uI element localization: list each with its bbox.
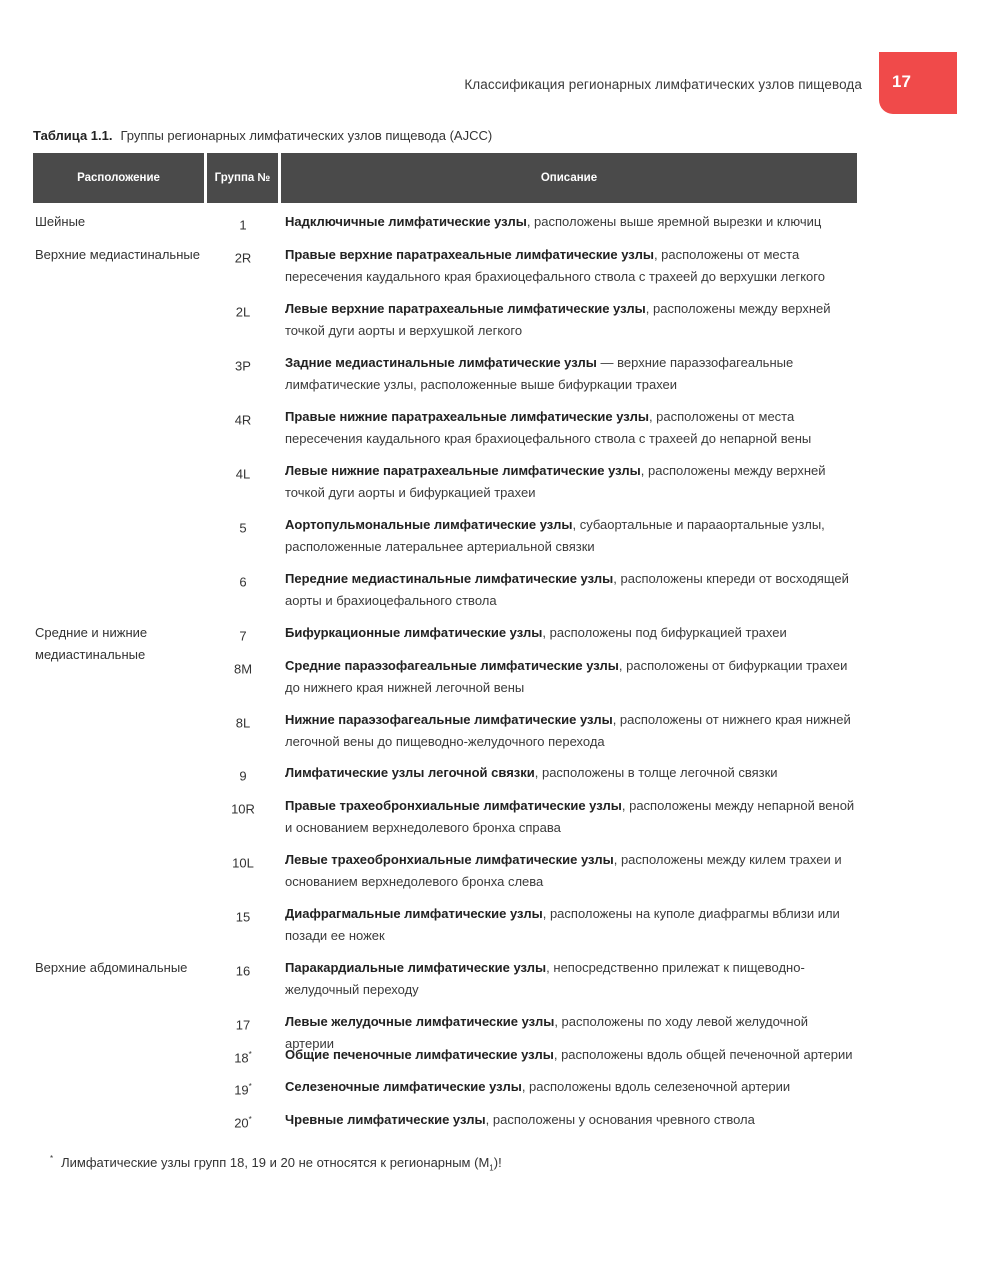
row-group-number: 20 bbox=[234, 1115, 249, 1131]
row-description bbox=[285, 1076, 860, 1098]
row-group-cell bbox=[205, 957, 281, 982]
row-group-number: 4L bbox=[235, 466, 251, 482]
row-group-cell bbox=[205, 1109, 281, 1134]
page-number: 17 bbox=[892, 72, 911, 91]
row-term: Аортопульмональные лимфатические узлы bbox=[285, 517, 573, 532]
row-description-text: , расположены вдоль общей печеночной артерии bbox=[553, 1047, 853, 1062]
row-term: Диафрагмальные лимфатические узлы bbox=[285, 906, 543, 921]
row-description-text: , расположены от бифуркации трахеи до нижнего края нижней легочной вены bbox=[285, 658, 848, 695]
row-location: Верхние медиастинальные bbox=[35, 247, 200, 262]
row-group-cell bbox=[205, 406, 281, 431]
row-description-text: , расположены вдоль селезеночной артерии bbox=[521, 1079, 791, 1094]
row-group-cell bbox=[205, 244, 281, 269]
row-group-number: 4R bbox=[234, 412, 252, 428]
row-group-number: 5 bbox=[239, 520, 247, 536]
footnote bbox=[50, 1155, 502, 1173]
row-group-cell bbox=[205, 903, 281, 928]
row-description bbox=[285, 762, 860, 784]
row-term: Общие печеночные лимфатические узлы bbox=[285, 1047, 554, 1062]
row-group-mark: * bbox=[248, 1115, 252, 1124]
row-description-text: , расположены в толще легочной связки bbox=[534, 765, 778, 780]
page-number-tab bbox=[879, 52, 957, 114]
row-description bbox=[285, 298, 860, 341]
row-description bbox=[285, 957, 860, 1000]
row-group-number: 7 bbox=[239, 628, 247, 644]
row-description bbox=[285, 849, 860, 892]
row-group-cell bbox=[205, 460, 281, 485]
table-caption bbox=[33, 128, 492, 143]
row-description bbox=[285, 460, 860, 503]
row-term: Правые нижние паратрахеальные лимфатические узлы bbox=[285, 409, 649, 424]
row-description-text: , расположены по ходу левой желудочной артерии bbox=[285, 1014, 809, 1051]
row-group-number: 16 bbox=[235, 963, 251, 979]
row-term: Левые верхние паратрахеальные лимфатические узлы bbox=[285, 301, 646, 316]
row-description bbox=[285, 514, 860, 557]
row-group-number: 1 bbox=[239, 217, 247, 233]
row-description-text: , непосредственно прилежат к пищеводно-желудочный переходу bbox=[285, 960, 805, 997]
table-header-description: Описание bbox=[281, 153, 857, 203]
row-description bbox=[285, 655, 860, 698]
row-description-text: , расположены между непарной веной и основанием верхнедолевого бронха справа bbox=[285, 798, 855, 835]
row-description bbox=[285, 903, 860, 946]
row-description bbox=[285, 244, 860, 287]
row-term: Задние медиастинальные лимфатические узлы bbox=[285, 355, 597, 370]
row-description-text: , расположены под бифуркацией трахеи bbox=[542, 625, 787, 640]
table-header-group: Группа № bbox=[207, 153, 278, 203]
row-description-text: , расположены между верхней точкой дуги аорты и бифуркацией трахеи bbox=[285, 463, 826, 500]
row-group-cell bbox=[205, 622, 281, 647]
footnote-text: Лимфатические узлы групп 18, 19 и 20 не относятся к регионарным (M bbox=[61, 1155, 490, 1170]
row-group-number: 3P bbox=[235, 358, 251, 374]
row-description-text: , расположены между верхней точкой дуги аорты и верхушкой легкого bbox=[285, 301, 831, 338]
row-description-text: , расположены на куполе диафрагмы вблизи или позади ее ножек bbox=[285, 906, 840, 943]
row-group-cell bbox=[205, 514, 281, 539]
row-description-text: , расположены выше яремной вырезки и ключиц bbox=[526, 214, 822, 229]
row-group-cell bbox=[205, 1044, 281, 1069]
row-group-number: 8L bbox=[235, 715, 251, 731]
running-title: Классификация регионарных лимфатических узлов пищевода bbox=[464, 77, 862, 92]
row-group-cell bbox=[205, 1076, 281, 1101]
row-description-text: , расположены между килем трахеи и основанием верхнедолевого бронха слева bbox=[285, 852, 842, 889]
row-term: Правые верхние паратрахеальные лимфатические узлы bbox=[285, 247, 654, 262]
row-description-text: , расположены от места пересечения каудального края брахиоцефального ствола с трахеей до верхушки легкого bbox=[285, 247, 825, 284]
row-description-text: , расположены кпереди от восходящей аорты и брахиоцефального ствола bbox=[285, 571, 849, 608]
row-group-mark: * bbox=[248, 1082, 252, 1091]
row-group-cell bbox=[205, 352, 281, 377]
row-description bbox=[285, 709, 860, 752]
row-group-cell bbox=[205, 1011, 281, 1036]
row-group-number: 2R bbox=[234, 250, 252, 266]
row-term: Передние медиастинальные лимфатические узлы bbox=[285, 571, 614, 586]
row-group-cell bbox=[205, 298, 281, 323]
table-caption-label: Таблица 1.1. bbox=[33, 128, 113, 143]
row-group-cell bbox=[205, 762, 281, 787]
row-group-cell bbox=[205, 849, 281, 874]
row-group-number: 10L bbox=[232, 855, 254, 871]
table-caption-text: Группы регионарных лимфатических узлов пищевода (AJCC) bbox=[120, 128, 493, 143]
row-group-number: 19 bbox=[234, 1082, 249, 1098]
row-group-number: 17 bbox=[235, 1017, 251, 1033]
row-description bbox=[285, 1109, 860, 1131]
row-description-text: , расположены от нижнего края нижней легочной вены до пищеводно-желудочного перехода bbox=[285, 712, 851, 749]
row-description-text: — верхние параэзофагеальные лимфатические узлы, расположенные выше бифуркации трахеи bbox=[285, 355, 794, 392]
row-term: Чревные лимфатические узлы bbox=[285, 1112, 486, 1127]
row-description bbox=[285, 1044, 860, 1066]
row-description bbox=[285, 568, 860, 611]
row-description bbox=[285, 352, 860, 395]
row-term: Левые трахеобронхиальные лимфатические узлы bbox=[285, 852, 614, 867]
row-term: Бифуркационные лимфатические узлы bbox=[285, 625, 543, 640]
row-term: Лимфатические узлы легочной связки bbox=[285, 765, 535, 780]
row-description bbox=[285, 211, 860, 233]
row-group-number: 15 bbox=[235, 909, 251, 925]
row-location: Верхние абдоминальные bbox=[35, 960, 188, 975]
row-term: Паракардиальные лимфатические узлы bbox=[285, 960, 547, 975]
row-description-text: , субаортальные и парааортальные узлы, расположенные латеральнее артериальной связки bbox=[285, 517, 825, 554]
row-group-number: 10R bbox=[231, 801, 255, 817]
row-group-cell bbox=[205, 568, 281, 593]
row-group-cell bbox=[205, 211, 281, 236]
row-group-cell bbox=[205, 655, 281, 680]
row-group-cell bbox=[205, 795, 281, 820]
row-description-text: , расположены от места пересечения каудального края брахиоцефального ствола с трахеей до непарной вены bbox=[285, 409, 812, 446]
row-description-text: , расположены у основания чревного ствола bbox=[485, 1112, 755, 1127]
row-location: Шейные bbox=[35, 214, 86, 229]
row-description bbox=[285, 406, 860, 449]
footnote-subscript: 1 bbox=[489, 1163, 494, 1173]
row-term: Левые нижние паратрахеальные лимфатические узлы bbox=[285, 463, 641, 478]
row-location: Средние и нижние медиастинальные bbox=[35, 625, 148, 662]
footnote-mark: * bbox=[50, 1154, 54, 1163]
row-group-number: 18 bbox=[234, 1050, 249, 1066]
row-group-number: 2L bbox=[235, 304, 251, 320]
row-description bbox=[285, 795, 860, 838]
row-term: Правые трахеобронхиальные лимфатические узлы bbox=[285, 798, 622, 813]
row-group-mark: * bbox=[248, 1050, 252, 1059]
row-term: Левые желудочные лимфатические узлы bbox=[285, 1014, 555, 1029]
row-group-cell bbox=[205, 709, 281, 734]
row-term: Надключичные лимфатические узлы bbox=[285, 214, 527, 229]
row-group-number: 9 bbox=[239, 768, 247, 784]
row-term: Селезеночные лимфатические узлы bbox=[285, 1079, 522, 1094]
row-description bbox=[285, 622, 860, 644]
row-group-number: 6 bbox=[239, 574, 247, 590]
row-group-number: 8M bbox=[233, 661, 253, 677]
footnote-end: )! bbox=[493, 1155, 502, 1170]
table-header-location: Расположение bbox=[33, 153, 204, 203]
row-term: Нижние параэзофагеальные лимфатические узлы bbox=[285, 712, 613, 727]
row-term: Средние параэзофагеальные лимфатические узлы bbox=[285, 658, 619, 673]
